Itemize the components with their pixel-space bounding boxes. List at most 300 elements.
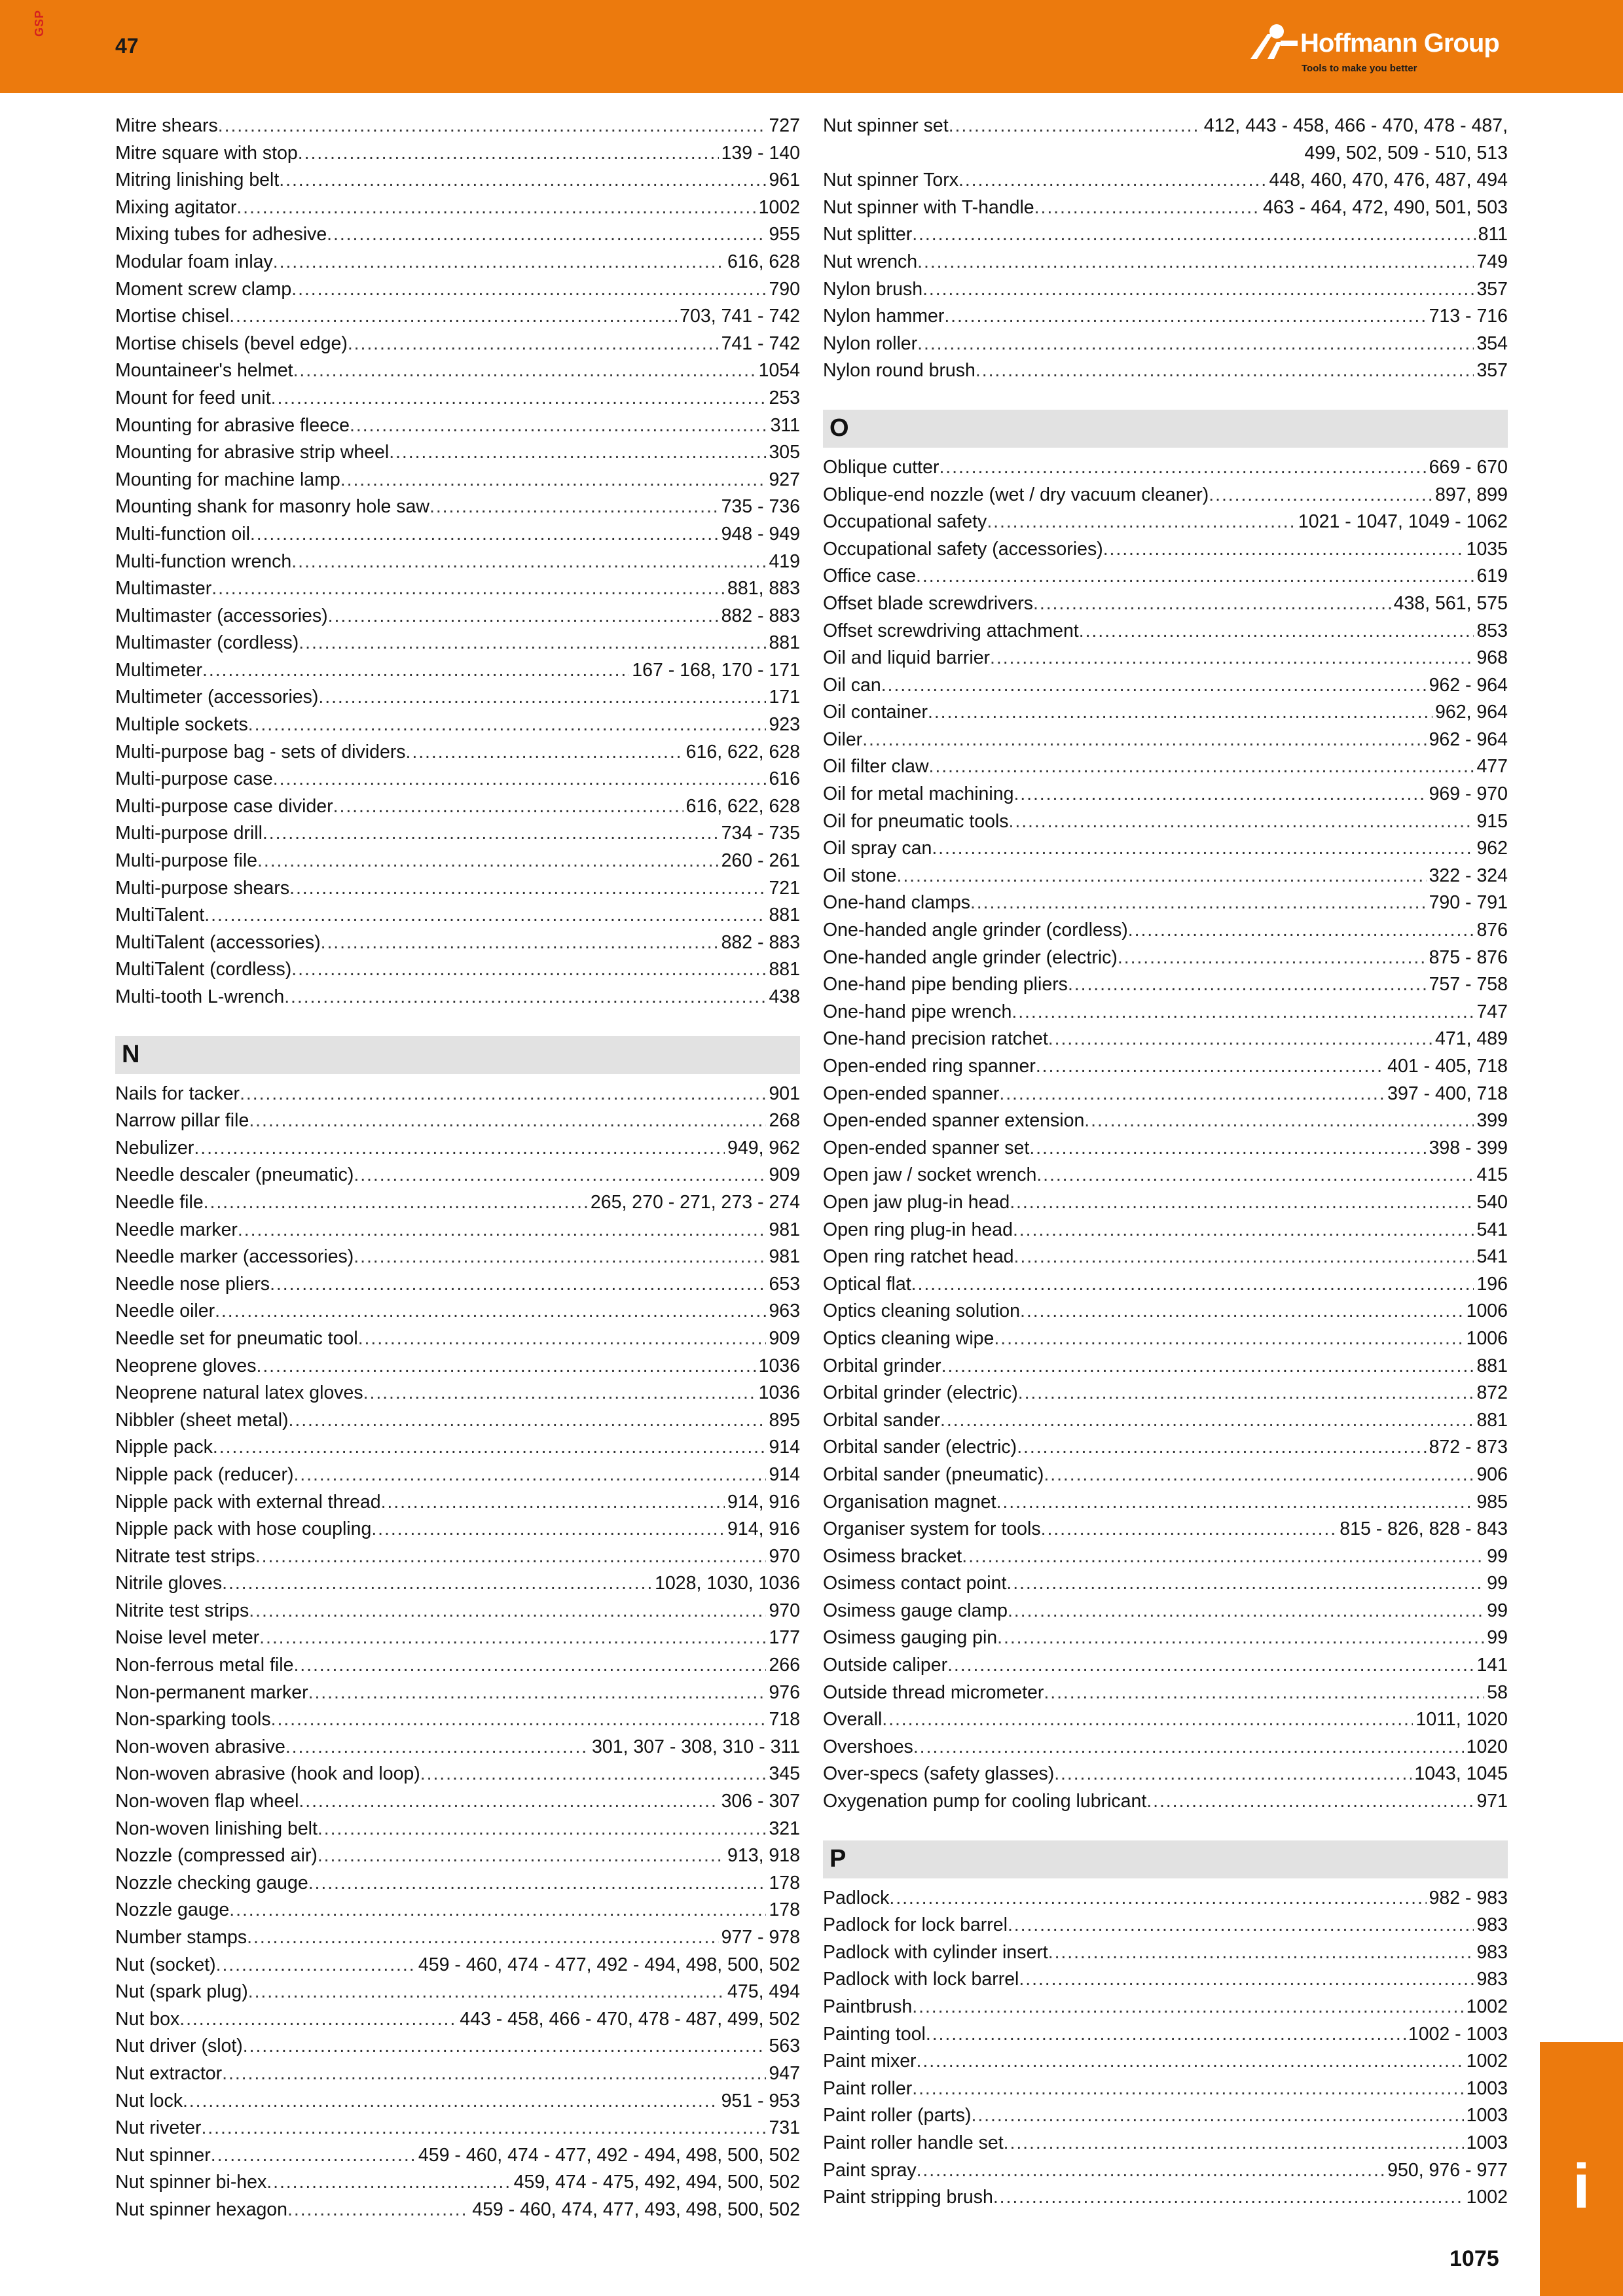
- dot-leader: [882, 1706, 1413, 1734]
- dot-leader: [996, 1489, 1474, 1516]
- dot-leader: [429, 493, 719, 521]
- entry-term: Oiler: [823, 728, 863, 750]
- dot-leader: [179, 2006, 457, 2034]
- dot-leader: [1008, 1598, 1484, 1625]
- entry-pages: 983: [1476, 1969, 1508, 1990]
- entry-term: Number stamps: [115, 1927, 247, 1948]
- index-entry: [823, 1053, 1508, 1081]
- index-entry: [115, 1897, 800, 1924]
- dot-leader: [284, 984, 766, 1011]
- index-entry: [115, 1407, 800, 1435]
- index-entry: [115, 1570, 800, 1598]
- index-entry: [115, 1924, 800, 1952]
- entry-pages: 947: [769, 2062, 800, 2084]
- entry-pages: 853: [1476, 620, 1508, 641]
- dot-leader: [183, 2088, 719, 2115]
- dot-leader: [1079, 618, 1474, 645]
- entry-pages: 962, 964: [1435, 702, 1508, 723]
- entry-pages: 58: [1487, 1681, 1508, 1703]
- entry-term: Padlock for lock barrel: [823, 1914, 1008, 1936]
- index-entry: [115, 603, 800, 630]
- dot-leader: [263, 820, 719, 848]
- dot-leader: [204, 1189, 588, 1217]
- entry-term: Multi-tooth L-wrench: [115, 986, 285, 1007]
- entry-term: Oil container: [823, 702, 928, 723]
- entry-term: Open ring ratchet head: [823, 1246, 1014, 1268]
- dot-leader: [350, 412, 768, 440]
- dot-leader: [291, 548, 766, 576]
- entry-term: Multi-purpose case divider: [115, 795, 333, 817]
- entry-pages: 1054: [758, 360, 800, 382]
- entry-term: Mounting for machine lamp: [115, 469, 340, 490]
- entry-pages: 415: [1476, 1164, 1508, 1186]
- index-entry: [823, 944, 1508, 972]
- entry-term: Non-woven abrasive (hook and loop): [115, 1763, 420, 1785]
- dot-leader: [291, 956, 766, 984]
- entry-pages: 872 - 873: [1429, 1437, 1508, 1458]
- dot-leader: [1054, 1761, 1412, 1788]
- section-header-n: [115, 1036, 800, 1074]
- dot-leader: [1020, 1298, 1464, 1325]
- entry-pages: 305: [769, 442, 800, 463]
- entry-pages: 99: [1487, 1600, 1508, 1621]
- entry-term: Multi-purpose shears: [115, 877, 290, 899]
- index-entry: [115, 1842, 800, 1870]
- side-code: GSP: [33, 9, 46, 37]
- dot-leader: [1044, 1462, 1474, 1489]
- index-entry: [823, 618, 1508, 645]
- entry-pages: 872: [1476, 1382, 1508, 1404]
- dot-leader: [962, 1543, 1484, 1571]
- entry-pages: 790: [769, 278, 800, 300]
- entry-term: Organisation magnet: [823, 1491, 996, 1513]
- page-header: [0, 0, 1623, 93]
- index-entry: [115, 875, 800, 903]
- entry-term: Nut spinner set: [823, 115, 949, 136]
- index-group-m: [115, 113, 800, 1011]
- index-entry: [823, 917, 1508, 944]
- index-entry: [115, 1516, 800, 1543]
- info-side-tab[interactable]: [1540, 2042, 1623, 2296]
- index-entry: [115, 1271, 800, 1299]
- index-entry: [115, 548, 800, 576]
- dot-leader: [922, 276, 1474, 304]
- index-entry: [823, 1652, 1508, 1679]
- entry-pages: 913, 918: [727, 1845, 800, 1867]
- entry-term: Padlock with lock barrel: [823, 1969, 1019, 1990]
- entry-term: Multimaster (cordless): [115, 632, 299, 654]
- entry-term: Nylon round brush: [823, 360, 976, 382]
- index-entry: [115, 793, 800, 821]
- entry-pages: 1002: [1466, 2187, 1508, 2208]
- index-entry: [823, 113, 1508, 167]
- index-entry: [823, 2102, 1508, 2130]
- index-entry: [823, 1706, 1508, 1734]
- index-entry: [823, 1788, 1508, 1816]
- entry-pages: 927: [769, 469, 800, 490]
- entry-term: Offset screwdriving attachment: [823, 620, 1079, 641]
- entry-term: Nut (socket): [115, 1954, 216, 1975]
- index-entry: [823, 2157, 1508, 2185]
- entry-pages: 1011, 1020: [1415, 1709, 1508, 1731]
- index-entry: [823, 1217, 1508, 1244]
- entry-term: One-handed angle grinder (cordless): [823, 920, 1128, 941]
- dot-leader: [917, 331, 1474, 358]
- dot-leader: [917, 2048, 1464, 2075]
- entry-pages: 397 - 400, 718: [1387, 1083, 1508, 1104]
- entry-pages: 881: [769, 632, 800, 654]
- entry-pages: 914: [769, 1437, 800, 1458]
- entry-pages: 985: [1476, 1491, 1508, 1513]
- section-header-o: [823, 410, 1508, 448]
- index-entry: [115, 902, 800, 929]
- entry-pages: 901: [769, 1083, 800, 1104]
- index-entry: [115, 575, 800, 603]
- entry-pages: 99: [1487, 1627, 1508, 1649]
- entry-pages: 669 - 670: [1429, 456, 1508, 478]
- index-entry: [115, 1652, 800, 1679]
- dot-leader: [293, 1462, 766, 1489]
- dot-leader: [279, 167, 766, 194]
- index-entry: [115, 467, 800, 494]
- dot-leader: [1068, 971, 1427, 999]
- dot-leader: [299, 1788, 718, 1816]
- entry-term: Needle oiler: [115, 1300, 215, 1322]
- index-entry: [823, 2075, 1508, 2103]
- dot-leader: [1036, 1053, 1385, 1081]
- index-entry: [823, 1912, 1508, 1939]
- index-entry: [823, 303, 1508, 331]
- entry-pages: 882 - 883: [721, 605, 800, 626]
- dot-leader: [229, 1897, 766, 1924]
- entry-term: Multimeter: [115, 659, 203, 681]
- index-entry: [115, 113, 800, 140]
- dot-leader: [327, 221, 766, 249]
- entry-term: Non-woven linishing belt: [115, 1818, 318, 1839]
- dot-leader: [1036, 1162, 1474, 1189]
- entry-term: Optics cleaning solution: [823, 1300, 1021, 1322]
- entry-pages: 881: [769, 905, 800, 926]
- dot-leader: [917, 2157, 1385, 2185]
- dot-leader: [862, 726, 1426, 754]
- entry-pages: 1036: [758, 1355, 800, 1376]
- entry-pages: 881: [769, 959, 800, 980]
- entry-pages: 731: [769, 2117, 800, 2139]
- entry-term: Mitre square with stop: [115, 142, 298, 164]
- entry-term: Neoprene natural latex gloves: [115, 1382, 363, 1404]
- index-entry: [823, 863, 1508, 890]
- index-entry: [823, 1939, 1508, 1967]
- entry-pages: 881: [1476, 1409, 1508, 1431]
- entry-term: Paint roller handle set: [823, 2132, 1004, 2153]
- dot-leader: [1010, 1189, 1474, 1217]
- dot-leader: [993, 2184, 1464, 2212]
- entry-term: MultiTalent: [115, 905, 205, 926]
- index-entry: [823, 509, 1508, 536]
- entry-pages: 970: [769, 1600, 800, 1621]
- dot-leader: [1103, 536, 1464, 564]
- dot-leader: [1041, 1516, 1338, 1543]
- index-entry: [823, 1462, 1508, 1489]
- entry-pages: 139 - 140: [721, 142, 800, 164]
- index-entry: [115, 1162, 800, 1189]
- index-entry: [823, 1026, 1508, 1053]
- dot-leader: [912, 2075, 1463, 2103]
- entry-term: Orbital grinder (electric): [823, 1382, 1018, 1404]
- entry-pages: 443 - 458, 466 - 470, 478 - 487, 499, 502: [460, 2008, 800, 2030]
- entry-term: Nut splitter: [823, 224, 913, 245]
- dot-leader: [1146, 1788, 1474, 1816]
- entry-term: Nylon brush: [823, 278, 923, 300]
- index-entry: [115, 1081, 800, 1108]
- dot-leader: [287, 2197, 469, 2224]
- entry-pages: 253: [769, 387, 800, 408]
- entry-pages: 1028, 1030, 1036: [655, 1573, 800, 1594]
- entry-term: Padlock with cylinder insert: [823, 1941, 1048, 1963]
- entry-term: Overall: [823, 1709, 883, 1731]
- index-entry: [115, 984, 800, 1011]
- entry-pages: 311: [770, 414, 800, 436]
- entry-term: MultiTalent (cordless): [115, 959, 292, 980]
- section-letter: N: [122, 1041, 140, 1069]
- index-entry: [115, 357, 800, 385]
- index-entry: [115, 521, 800, 548]
- entry-pages: 475, 494: [727, 1981, 800, 2003]
- entry-pages: 969 - 970: [1429, 783, 1508, 805]
- entry-term: Overshoes: [823, 1736, 913, 1757]
- entry-pages: 914: [769, 1463, 800, 1485]
- entry-term: Oil filter claw: [823, 756, 929, 778]
- dot-leader: [273, 249, 725, 276]
- index-entry: [115, 276, 800, 304]
- entry-pages: 982 - 983: [1429, 1887, 1508, 1909]
- index-entry: [115, 2142, 800, 2170]
- entry-term: Needle file: [115, 1191, 204, 1213]
- entry-term: Nut spinner bi-hex: [115, 2172, 267, 2193]
- dot-leader: [1013, 1217, 1474, 1244]
- dot-leader: [248, 1979, 725, 2006]
- dot-leader: [229, 303, 677, 331]
- index-entry: [823, 2021, 1508, 2049]
- index-entry: [823, 808, 1508, 836]
- entry-term: Nut spinner: [115, 2144, 211, 2166]
- entry-pages: 412, 443 - 458, 466 - 470, 478 - 487,: [1203, 115, 1508, 136]
- dot-leader: [997, 1624, 1484, 1652]
- entry-term: Multimeter (accessories): [115, 687, 319, 708]
- header-page-ref: 47: [115, 34, 139, 58]
- entry-pages: 306 - 307: [721, 1791, 800, 1812]
- index-entry: [115, 221, 800, 249]
- index-entry: [115, 1543, 800, 1571]
- dot-leader: [236, 194, 756, 222]
- index-entry: [823, 645, 1508, 672]
- dot-leader: [1008, 1912, 1474, 1939]
- entry-term: Paintbrush: [823, 1996, 913, 2017]
- dot-leader: [270, 1271, 766, 1299]
- entry-term: Nozzle checking gauge: [115, 1872, 308, 1893]
- entry-pages: 301, 307 - 308, 310 - 311: [592, 1736, 800, 1757]
- dot-leader: [994, 1325, 1463, 1353]
- index-entry: [823, 1162, 1508, 1189]
- entry-term: Narrow pillar file: [115, 1110, 249, 1132]
- index-entry: [823, 331, 1508, 358]
- entry-pages: 983: [1476, 1914, 1508, 1936]
- index-entry: [115, 1135, 800, 1162]
- entry-pages: 616, 628: [727, 251, 800, 272]
- entry-term: Open-ended spanner extension: [823, 1110, 1085, 1132]
- entry-pages: 260 - 261: [721, 850, 800, 872]
- entry-term: Mounting for abrasive fleece: [115, 414, 350, 436]
- index-entry: [115, 1679, 800, 1707]
- page-number: 1075: [1450, 2246, 1499, 2271]
- entry-term: Nipple pack (reducer): [115, 1463, 294, 1485]
- dot-leader: [1019, 1966, 1474, 1994]
- index-entry: [823, 482, 1508, 509]
- entry-pages: 950, 976 - 977: [1387, 2159, 1508, 2181]
- entry-term: Multi-purpose drill: [115, 823, 263, 844]
- entry-pages: 398 - 399: [1429, 1137, 1508, 1158]
- entry-pages: 354: [1476, 332, 1508, 354]
- brand-logo-icon: [1248, 22, 1300, 62]
- dot-leader: [285, 1734, 589, 1761]
- entry-pages: 1003: [1466, 2105, 1508, 2126]
- dot-leader: [928, 699, 1432, 726]
- index-entry: [115, 1952, 800, 1979]
- index-entry: [823, 167, 1508, 194]
- entry-term: Optical flat: [823, 1273, 911, 1295]
- dot-leader: [201, 2115, 766, 2142]
- entry-term: Oil can: [823, 674, 881, 696]
- dot-leader: [1209, 482, 1432, 509]
- dot-leader: [249, 1598, 766, 1625]
- index-entry: [823, 1761, 1508, 1788]
- entry-term: Oblique cutter: [823, 456, 939, 478]
- entry-term: Osimess contact point: [823, 1573, 1007, 1594]
- entry-pages: 962: [1476, 838, 1508, 859]
- index-entry: [115, 1353, 800, 1380]
- index-column-right: [823, 113, 1508, 2212]
- index-group-n-continued: [823, 167, 1508, 385]
- index-entry: [115, 249, 800, 276]
- dot-leader: [1034, 194, 1260, 222]
- dot-leader: [1006, 1570, 1484, 1598]
- dot-leader: [215, 1298, 766, 1325]
- entry-term: Office case: [823, 565, 917, 587]
- index-entry: [823, 999, 1508, 1026]
- entry-pages: 1035: [1466, 538, 1508, 560]
- entry-pages: 741 - 742: [721, 332, 800, 354]
- entry-pages: 790 - 791: [1429, 892, 1508, 914]
- entry-pages: 906: [1476, 1463, 1508, 1485]
- dot-leader: [289, 1407, 767, 1435]
- index-group-p: [823, 1885, 1508, 2212]
- dot-leader: [916, 563, 1474, 590]
- entry-pages: 734 - 735: [721, 823, 800, 844]
- entry-term: Padlock: [823, 1887, 890, 1909]
- entry-pages: 909: [769, 1164, 800, 1186]
- entry-pages: 963: [769, 1300, 800, 1322]
- dot-leader: [248, 711, 767, 739]
- index-entry: [115, 1189, 800, 1217]
- entry-term: Nylon hammer: [823, 306, 945, 327]
- dot-leader: [340, 467, 767, 494]
- entry-term: Oil spray can: [823, 838, 932, 859]
- dot-leader: [318, 1816, 767, 1843]
- entry-pages: 721: [769, 877, 800, 899]
- entry-pages: 463 - 464, 472, 490, 501, 503: [1263, 196, 1508, 218]
- entry-term: Oil for pneumatic tools: [823, 810, 1009, 832]
- entry-pages: 616, 622, 628: [685, 795, 800, 817]
- entry-pages: 541: [1476, 1219, 1508, 1240]
- index-entry: [823, 1885, 1508, 1912]
- dot-leader: [1033, 590, 1391, 618]
- dot-leader: [381, 1489, 725, 1516]
- index-entry: [823, 1434, 1508, 1462]
- entry-pages: 477: [1476, 756, 1508, 778]
- index-entry: [115, 684, 800, 711]
- entry-pages: 881: [1476, 1355, 1508, 1376]
- entry-pages: 727: [769, 115, 800, 136]
- entry-pages: 749: [1476, 251, 1508, 272]
- entry-term: Nibbler (sheet metal): [115, 1409, 289, 1431]
- entry-pages: 897, 899: [1435, 484, 1508, 505]
- entry-pages: 616: [769, 768, 800, 790]
- entry-pages: 178: [769, 1872, 800, 1893]
- index-entry: [115, 929, 800, 957]
- index-entry: [823, 563, 1508, 590]
- entry-term: Nipple pack: [115, 1437, 213, 1458]
- dot-leader: [213, 1434, 767, 1462]
- index-entry: [823, 1598, 1508, 1625]
- dot-leader: [243, 2033, 767, 2060]
- entry-pages: 876: [1476, 920, 1508, 941]
- entry-pages: 399: [1476, 1110, 1508, 1132]
- dot-leader: [1012, 999, 1474, 1026]
- dot-leader: [911, 1271, 1474, 1299]
- entry-term: Mortise chisel: [115, 306, 230, 327]
- entry-term: Occupational safety (accessories): [823, 538, 1103, 560]
- dot-leader: [889, 1885, 1426, 1912]
- index-column-left: [115, 113, 800, 2224]
- index-entry: [115, 2115, 800, 2142]
- entry-pages: 1002: [758, 196, 800, 218]
- entry-pages: 983: [1476, 1941, 1508, 1963]
- entry-term: Oil and liquid barrier: [823, 647, 991, 669]
- entry-pages: 438, 561, 575: [1393, 592, 1508, 614]
- entry-term: One-hand precision ratchet: [823, 1028, 1048, 1050]
- dot-leader: [999, 1081, 1385, 1108]
- entry-pages: 1002: [1466, 2051, 1508, 2072]
- entry-term: Non-woven abrasive: [115, 1736, 285, 1757]
- index-entry: [823, 1135, 1508, 1162]
- entry-pages: 703, 741 - 742: [680, 306, 800, 327]
- dot-leader: [216, 1952, 416, 1979]
- entry-term: Oxygenation pump for cooling lubricant: [823, 1791, 1147, 1812]
- dot-leader: [389, 439, 766, 467]
- entry-pages: 459 - 460, 474 - 477, 492 - 494, 498, 500, 502: [418, 1954, 800, 1975]
- entry-term: Nut lock: [115, 2090, 183, 2111]
- index-entry: [823, 454, 1508, 482]
- entry-term: One-hand pipe wrench: [823, 1001, 1012, 1022]
- entry-term: Outside caliper: [823, 1655, 948, 1676]
- dot-leader: [1118, 944, 1427, 972]
- index-entry: [823, 1380, 1508, 1407]
- entry-pages: 1020: [1466, 1736, 1508, 1757]
- dot-leader: [298, 140, 719, 168]
- entry-term: One-hand pipe bending pliers: [823, 974, 1068, 996]
- dot-leader: [291, 276, 766, 304]
- entry-pages: 178: [769, 1899, 800, 1921]
